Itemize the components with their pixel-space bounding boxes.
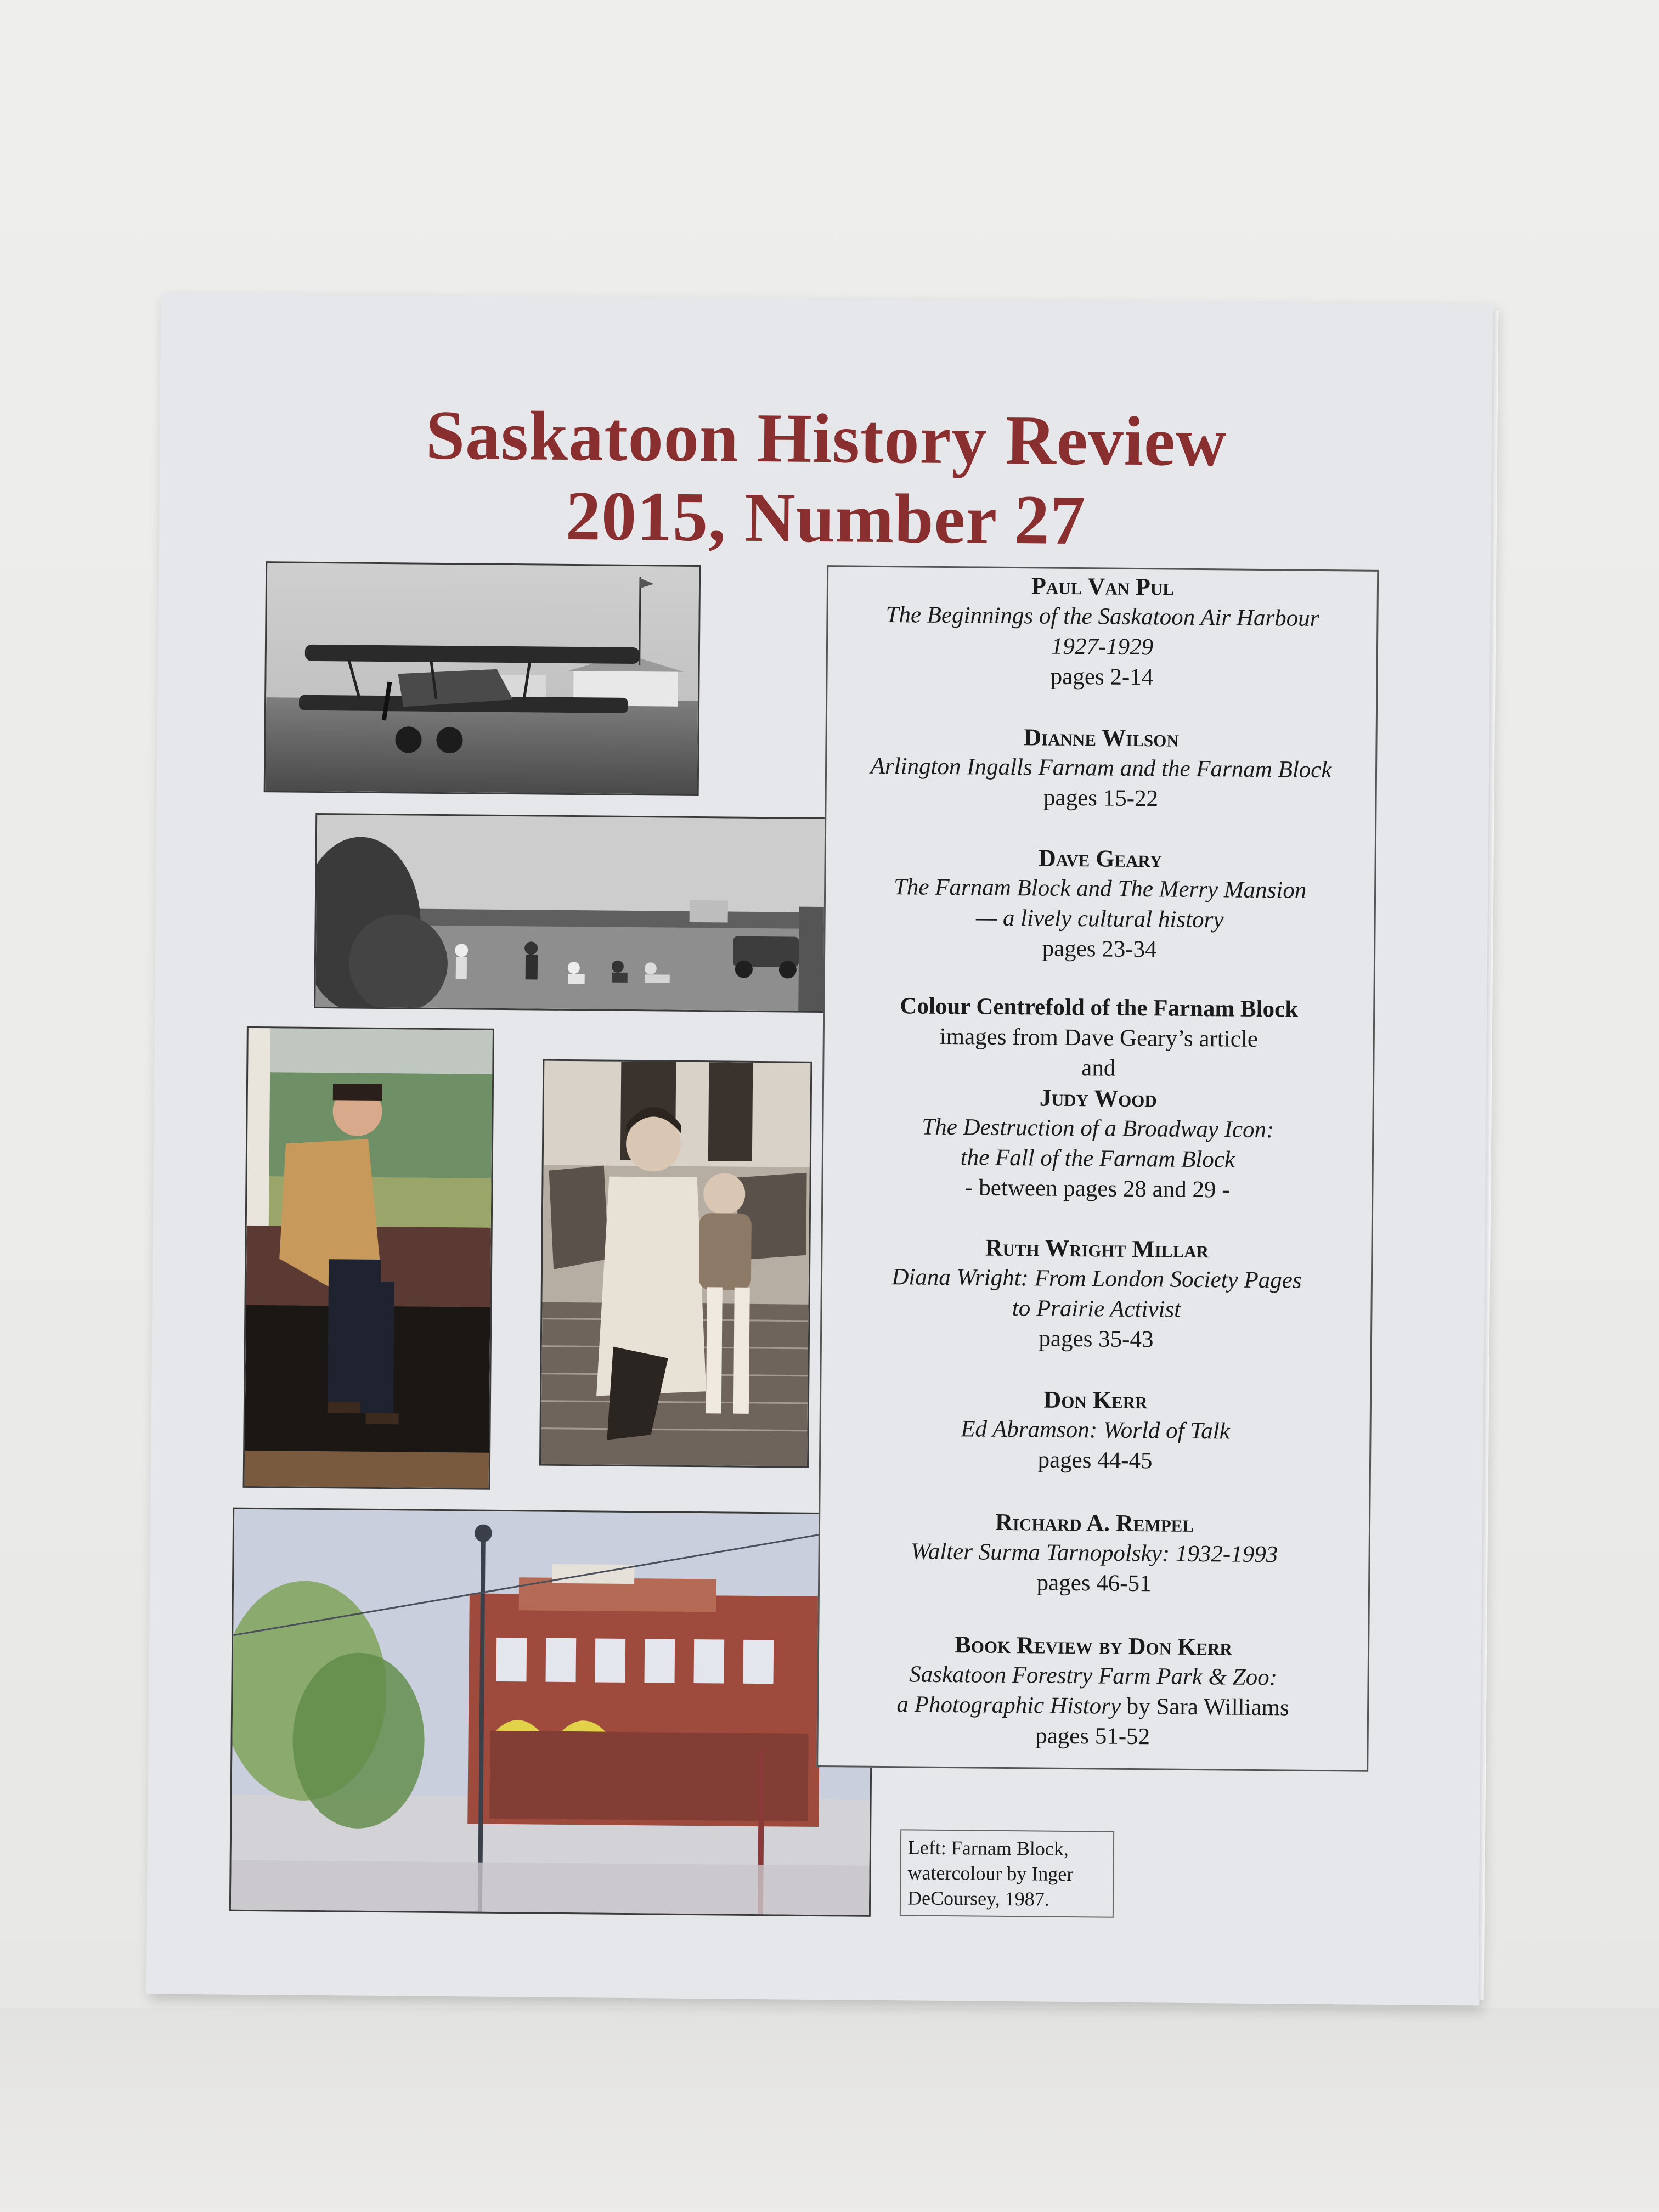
toc-article-title: The Farnam Block and The Merry Mansion bbox=[893, 874, 1307, 904]
toc-entry bbox=[820, 1505, 1369, 1601]
caption-line: Left: Farnam Block, bbox=[907, 1836, 1069, 1860]
toc-pages: pages 51-52 bbox=[1035, 1723, 1150, 1750]
toc-author: Richard A. Rempel bbox=[995, 1508, 1194, 1537]
toc-author: Dianne Wilson bbox=[1024, 724, 1179, 752]
photo-man-on-porch bbox=[243, 1026, 494, 1490]
toc-byline: by Sara Williams bbox=[1120, 1693, 1289, 1721]
toc-article-title: 1927-1929 bbox=[1051, 633, 1154, 661]
toc-article-title: — a lively cultural history bbox=[975, 905, 1224, 933]
toc-pages: pages 44-45 bbox=[1037, 1447, 1153, 1474]
toc-article-title: to Prairie Activist bbox=[1012, 1295, 1181, 1323]
toc-pages: pages 15-22 bbox=[1043, 785, 1159, 812]
toc-article-title: The Destruction of a Broadway Icon: bbox=[922, 1114, 1274, 1143]
photo-farnam-block-watercolour bbox=[229, 1508, 874, 1917]
toc-author: Dave Geary bbox=[1038, 844, 1163, 873]
toc-author: Book Review by Don Kerr bbox=[955, 1631, 1232, 1661]
toc-author: Don Kerr bbox=[1043, 1386, 1148, 1414]
toc-article-title: Ed Abramson: World of Talk bbox=[961, 1416, 1231, 1444]
magazine-back-cover bbox=[146, 293, 1494, 2005]
page-edge bbox=[1479, 311, 1499, 2000]
photo-biplane bbox=[264, 561, 701, 796]
photo-lawn-gathering bbox=[314, 813, 856, 1013]
photo-woman-with-child bbox=[539, 1059, 812, 1468]
toc-heading: Colour Centrefold of the Farnam Block bbox=[900, 993, 1299, 1023]
toc-article-title: Walter Surma Tarnopolsky: 1932-1993 bbox=[910, 1538, 1278, 1568]
toc-note: and bbox=[1081, 1055, 1116, 1081]
toc-pages: pages 2-14 bbox=[1050, 663, 1154, 691]
magazine-title: Saskatoon History Review bbox=[425, 396, 1228, 481]
toc-entry bbox=[823, 990, 1373, 1206]
toc-article-title-line bbox=[819, 1689, 1367, 1724]
toc-author: Ruth Wright Millar bbox=[985, 1234, 1209, 1263]
toc-pages: pages 23-34 bbox=[1042, 935, 1157, 963]
toc-entry bbox=[822, 1231, 1372, 1357]
toc-article-title: Arlington Ingalls Farnam and the Farnam Block bbox=[870, 753, 1332, 783]
toc-article-title: Diana Wright: From London Society Pages bbox=[891, 1264, 1302, 1294]
toc-article-title: Saskatoon Forestry Farm Park & Zoo: bbox=[909, 1661, 1278, 1691]
toc-article-title: The Beginnings of the Saskatoon Air Harbour bbox=[885, 602, 1319, 631]
toc-pages: pages 46-51 bbox=[1036, 1570, 1152, 1597]
table-of-contents bbox=[816, 565, 1379, 1772]
caption-line: DeCoursey, 1987. bbox=[907, 1887, 1049, 1910]
toc-entry bbox=[818, 1628, 1368, 1754]
toc-pages: pages 35-43 bbox=[1039, 1325, 1154, 1353]
toc-entry bbox=[821, 1383, 1370, 1478]
toc-author: Judy Wood bbox=[1039, 1084, 1158, 1113]
toc-pages: - between pages 28 and 29 - bbox=[964, 1175, 1230, 1203]
toc-entry bbox=[826, 720, 1375, 816]
table-surface bbox=[0, 2008, 1659, 2212]
watercolour-caption bbox=[900, 1829, 1114, 1917]
toc-author: Paul Van Pul bbox=[1031, 572, 1175, 601]
toc-note: images from Dave Geary’s article bbox=[939, 1023, 1259, 1052]
toc-article-title: the Fall of the Farnam Block bbox=[960, 1144, 1235, 1173]
toc-entry bbox=[827, 569, 1377, 695]
caption-line: watercolour by Inger bbox=[907, 1861, 1074, 1886]
issue-number: 2015, Number 27 bbox=[565, 476, 1086, 560]
toc-article-title-italic: a Photographic History bbox=[896, 1691, 1121, 1719]
toc-entry bbox=[825, 841, 1375, 967]
